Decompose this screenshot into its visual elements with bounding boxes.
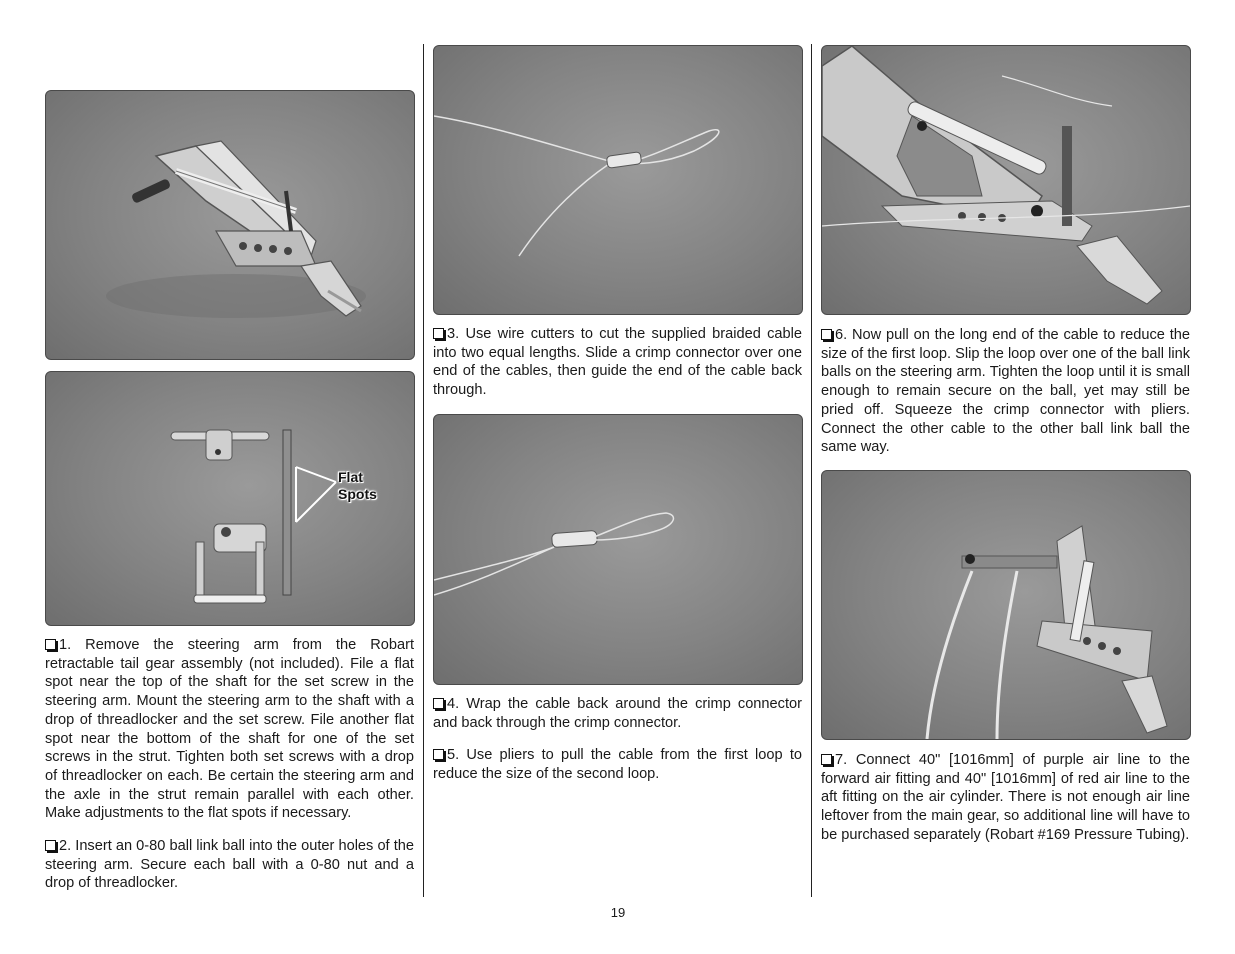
photo-cable-on-steering-arm [821, 45, 1191, 315]
photo-air-lines [821, 470, 1191, 740]
step-4-body: 4. Wrap the cable back around the crimp connector and back through the crimp connector. [433, 696, 802, 731]
air-lines-illustration [822, 471, 1190, 739]
step-3-body: 3. Use wire cutters to cut the supplied braided cable into two equal lengths. Slide a crimp connector over one end of the cables, then guide the end of the cable back through. [433, 326, 802, 399]
step-3-text [433, 325, 802, 400]
photo-steering-arm-parts [45, 371, 415, 626]
checkbox-icon[interactable] [821, 329, 832, 340]
step-2-text [45, 837, 414, 893]
checkbox-icon[interactable] [433, 328, 444, 339]
checkbox-icon[interactable] [433, 749, 444, 760]
callout-line-1: Flat [338, 469, 363, 485]
step-7-text [821, 751, 1190, 845]
steering-arm-cable-illustration [822, 46, 1190, 314]
step-6-text [821, 326, 1190, 457]
step-1-body: 1. Remove the steering arm from the Robart retractable tail gear assembly (not included). File a flat spot near the top of the shaft for the set screw in the steering arm. Mount the steering arm to the shaft with a drop of threadlocker and the set screw. File another flat spot near the bottom of the shaft for one of the set screws in the strut. Tighten both set screws with a drop of threadlocker on each. Be certain the steering arm and the axle in the strut remain parallel with each other. Make adjustments to the flat spots if necessary. [45, 637, 414, 822]
page-number: 19 [610, 905, 626, 920]
step-5-body: 5. Use pliers to pull the cable from the first loop to reduce the size of the second loop. [433, 747, 802, 782]
checkbox-icon[interactable] [821, 754, 832, 765]
step-6-body: 6. Now pull on the long end of the cable to reduce the size of the first loop. Slip the loop over one of the ball link balls on the steering arm. Tighten the loop until it is small enough to remain secure on the ball, yet may still be pried off. Squeeze the crimp connector with pliers. Connect the other cable to the other ball link ball the same way. [821, 327, 1190, 456]
step-7-body: 7. Connect 40" [1016mm] of purple air line to the forward air fitting and 40" [1016mm] of red air line to the aft fitting on the air cylinder. There is not enough air line leftover from the main gear, so additional line will have to be purchased separately (Robart #169 Pressure Tubing). [821, 752, 1190, 843]
step-5-text [433, 746, 802, 783]
cable-wrapped-illustration [434, 415, 802, 684]
column-divider-right [811, 44, 812, 897]
checkbox-icon[interactable] [45, 840, 56, 851]
step-4-text [433, 695, 802, 732]
photo-cable-wrapped [433, 414, 803, 685]
cable-crimp-illustration [434, 46, 802, 314]
step-1-text [45, 636, 414, 823]
tail-gear-illustration [46, 91, 414, 359]
step-2-body: 2. Insert an 0-80 ball link ball into the outer holes of the steering arm. Secure each ball with a 0-80 nut and a drop of threadlocker. [45, 838, 414, 892]
column-divider-left [423, 44, 424, 897]
flat-spots-callout [338, 469, 377, 503]
checkbox-icon[interactable] [45, 639, 56, 650]
checkbox-icon[interactable] [433, 698, 444, 709]
callout-line-2: Spots [338, 486, 377, 502]
photo-tail-gear-assembly [45, 90, 415, 360]
photo-cable-crimp [433, 45, 803, 315]
